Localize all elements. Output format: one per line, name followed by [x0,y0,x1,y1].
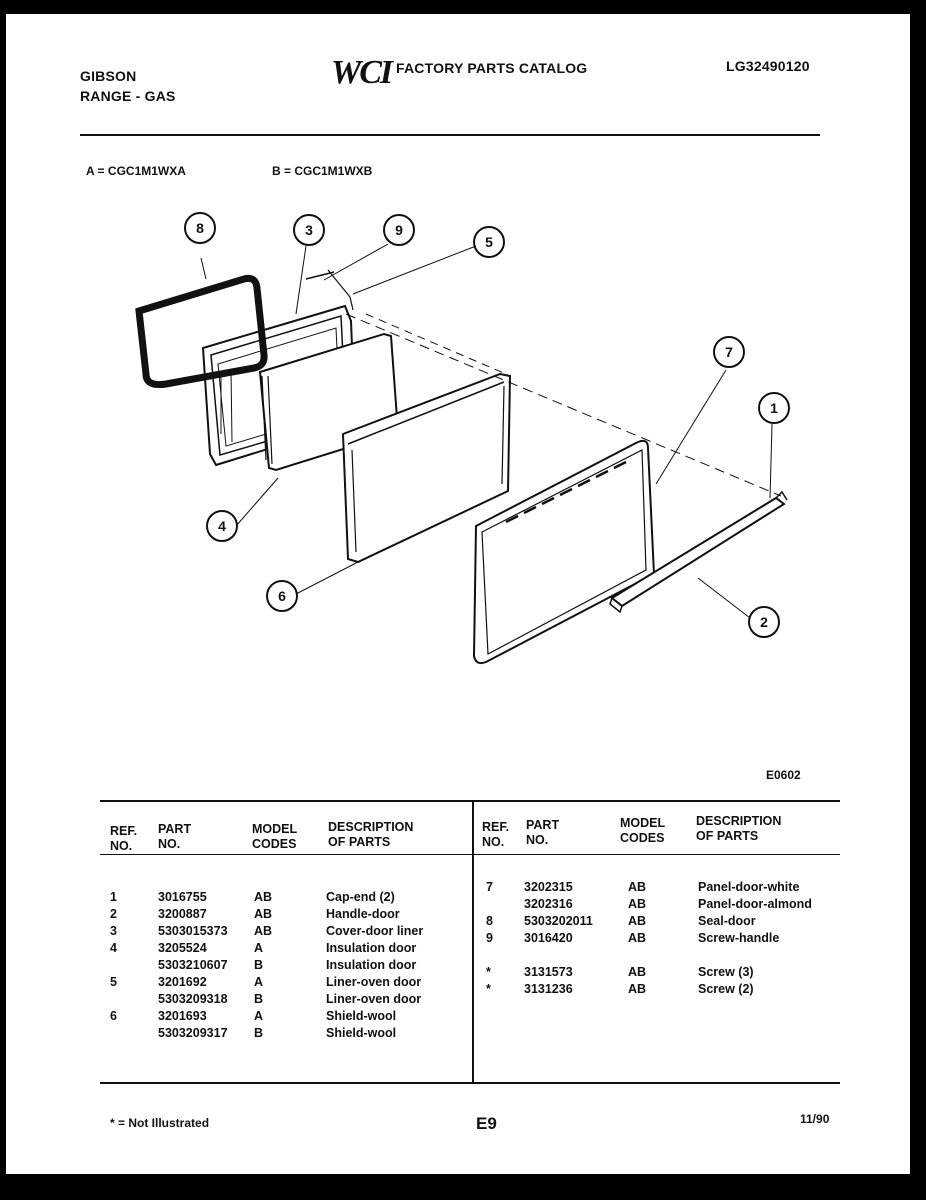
catalog-number: LG32490120 [726,58,810,74]
right-header-ref: REF. NO. [482,820,510,849]
catalog-date: 11/90 [800,1112,830,1126]
brand-name: GIBSON [80,68,137,84]
catalog-page [6,14,910,1174]
table-row: 4 3205524 A Insulation door [110,941,417,955]
callout-1: 1 [770,400,778,416]
table-header-rule [100,854,840,855]
table-row: 5 3201692 A Liner-oven door [110,975,422,989]
catalog-title: FACTORY PARTS CATALOG [396,60,588,76]
product-type: RANGE - GAS [80,88,176,104]
callout-4: 4 [218,518,226,534]
table-row: 6 3201693 A Shield-wool [110,1009,397,1023]
left-header-model: MODEL CODES [252,822,298,851]
left-header-ref: REF. NO. [110,824,138,853]
table-row: * 3131573 AB Screw (3) [486,965,754,979]
callout-7: 7 [725,344,733,360]
table-row: 5303209317 B Shield-wool [158,1026,397,1040]
table-row: 1 3016755 AB Cap-end (2) [110,890,395,904]
parts-table-right [486,880,848,999]
logo-text: WCI [331,54,392,91]
not-illustrated-note: * = Not Illustrated [110,1116,210,1130]
page-number: E9 [476,1114,497,1133]
model-b-label: B = CGC1M1WXB [272,164,373,178]
callout-9: 9 [395,222,403,238]
table-row: 5303210607 B Insulation door [158,958,417,972]
table-row: 5303209318 B Liner-oven door [158,992,422,1006]
table-row: 9 3016420 AB Screw-handle [486,931,780,945]
table-center-divider [472,802,474,1082]
right-header-desc: DESCRIPTION OF PARTS [696,814,782,843]
callout-8: 8 [196,220,204,236]
figure-code: E0602 [766,768,801,782]
exploded-door-diagram [6,14,910,714]
table-row: 7 3202315 AB Panel-door-white [486,880,800,894]
parts-table-left [110,890,466,1043]
callout-6: 6 [278,588,286,604]
model-a-label: A = CGC1M1WXA [86,164,186,178]
table-top-rule [100,800,840,802]
left-header-part: PART NO. [158,822,192,851]
callout-2: 2 [760,614,768,630]
right-header-model: MODEL CODES [620,816,666,845]
right-header-part: PART NO. [526,818,560,847]
table-bottom-rule [100,1082,840,1084]
table-row: 3202316 AB Panel-door-almond [524,897,812,911]
table-row: 3 5303015373 AB Cover-door liner [110,924,424,938]
callout-5: 5 [485,234,493,250]
left-header-desc: DESCRIPTION OF PARTS [328,820,414,849]
table-row: 2 3200887 AB Handle-door [110,907,400,921]
table-row [486,948,848,965]
table-row: * 3131236 AB Screw (2) [486,982,754,996]
callout-3: 3 [305,222,313,238]
table-row: 8 5303202011 AB Seal-door [486,914,756,928]
